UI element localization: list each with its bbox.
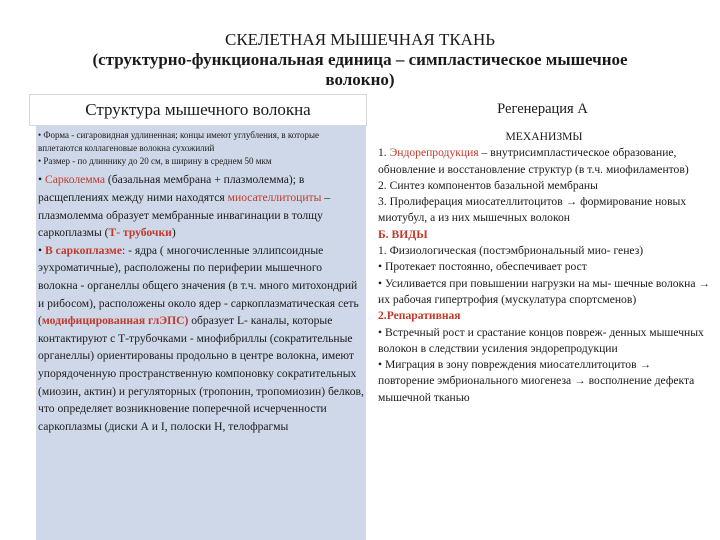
physiological-type: 1. Физиологическая (постэмбриональный мио- генез) [378, 244, 644, 258]
modified-term: модифицированная глЭПС) [41, 314, 189, 328]
left-column-header: Структура мышечного волокна [30, 95, 366, 125]
title-line-3: волокно) [325, 70, 395, 89]
sarcolemma-term: Сарколемма [44, 173, 106, 187]
sarcolemma-item: • Сарколемма (базальная мембрана + плазмолемма); в расщеплениях между ними находятся миосателлитоциты – плазмолемма образует мембранные инвагинации в толщу саркоплазмы (Т- трубочки) [38, 173, 331, 240]
mechanism-1: 1. Эндорепродукция – внутрисимпластическое образование, обновление и восстановление структур (в т.ч. миофиламентов) [378, 146, 689, 176]
reparative-bullet-1: • Встречный рост и срастание концов повреж- денных мышечных волокон в следствии усиления эндорепродукции [378, 325, 704, 355]
sarcoplasm-term: В саркоплазме [44, 243, 122, 257]
physiological-bullet-1: • Протекает постоянно, обеспечивает рост [378, 260, 587, 274]
mechanism-3: 3. Пролиферация миосателлитоцитов → формирование новых миотубул, а из них мышечных волокон [378, 195, 687, 225]
table-header-row [30, 95, 712, 125]
reparative-type: 2.Репаративная [378, 309, 461, 323]
mechanism-2: 2. Синтез компонентов базальной мембраны [378, 178, 598, 192]
bullet: • [38, 243, 45, 257]
sarcoplasm-item: • В саркоплазме: - ядра ( многочисленные эллипсоидные эухроматичные), расположены по периферии мышечного волокна - органеллы общего значения (в т.ч. много митохондрий и рибосом), расположены около ядер - саркоплазматическая сеть (модифицированная глЭПС) образует L- каналы, которые контактируют с Т-трубочками - миофибриллы (сократительные органеллы) ориентированы продольно в центре волокна, имеют упорядоченную пространственную компоновку сократительных (миозин, актин) и регуляторных (тропонин, тропомиозин) белков, что определяет возникновение поперечной исчерченности саркоплазмы (диски А и I, полоски Н, телофрагмы [38, 243, 364, 433]
slide-title [0, 30, 720, 90]
endoreproduction-term: Эндорепродукция [389, 146, 479, 160]
title-line-2: (структурно-функциональная единица – симпластическое мышечное [92, 50, 628, 69]
reparative-bullet-2: • Миграция в зону повреждения миосателлитоцитов → повторение эмбрионального миогенеза → восполнение дефекта мышечной тканью [378, 358, 695, 404]
t-tubules-term: Т- трубочки [108, 226, 172, 240]
mechanisms-heading: МЕХАНИЗМЫ [505, 130, 583, 143]
physiological-bullet-2: • Усиливается при повышении нагрузки на мы- шечные волокна → их рабочая гипертрофия (мускулатура спортсменов) [378, 276, 711, 306]
satellites-term: миосателлитоциты [227, 190, 322, 204]
size-item: • Размер - по длиннику до 20 см, в ширину в среднем 50 мкм [38, 155, 272, 166]
right-column-header: Регенерация А [373, 95, 712, 125]
regeneration-column [372, 125, 712, 540]
form-item: • Форма - сигаровидная удлиненная; концы имеют углубления, в которые вплетаются коллагеновые волокна сухожилий [38, 130, 320, 153]
types-heading: Б. ВИДЫ [378, 227, 428, 241]
title-line-1: СКЕЛЕТНАЯ МЫШЕЧНАЯ ТКАНЬ [225, 30, 495, 49]
structure-column [36, 125, 366, 540]
bullet: • [38, 173, 45, 187]
